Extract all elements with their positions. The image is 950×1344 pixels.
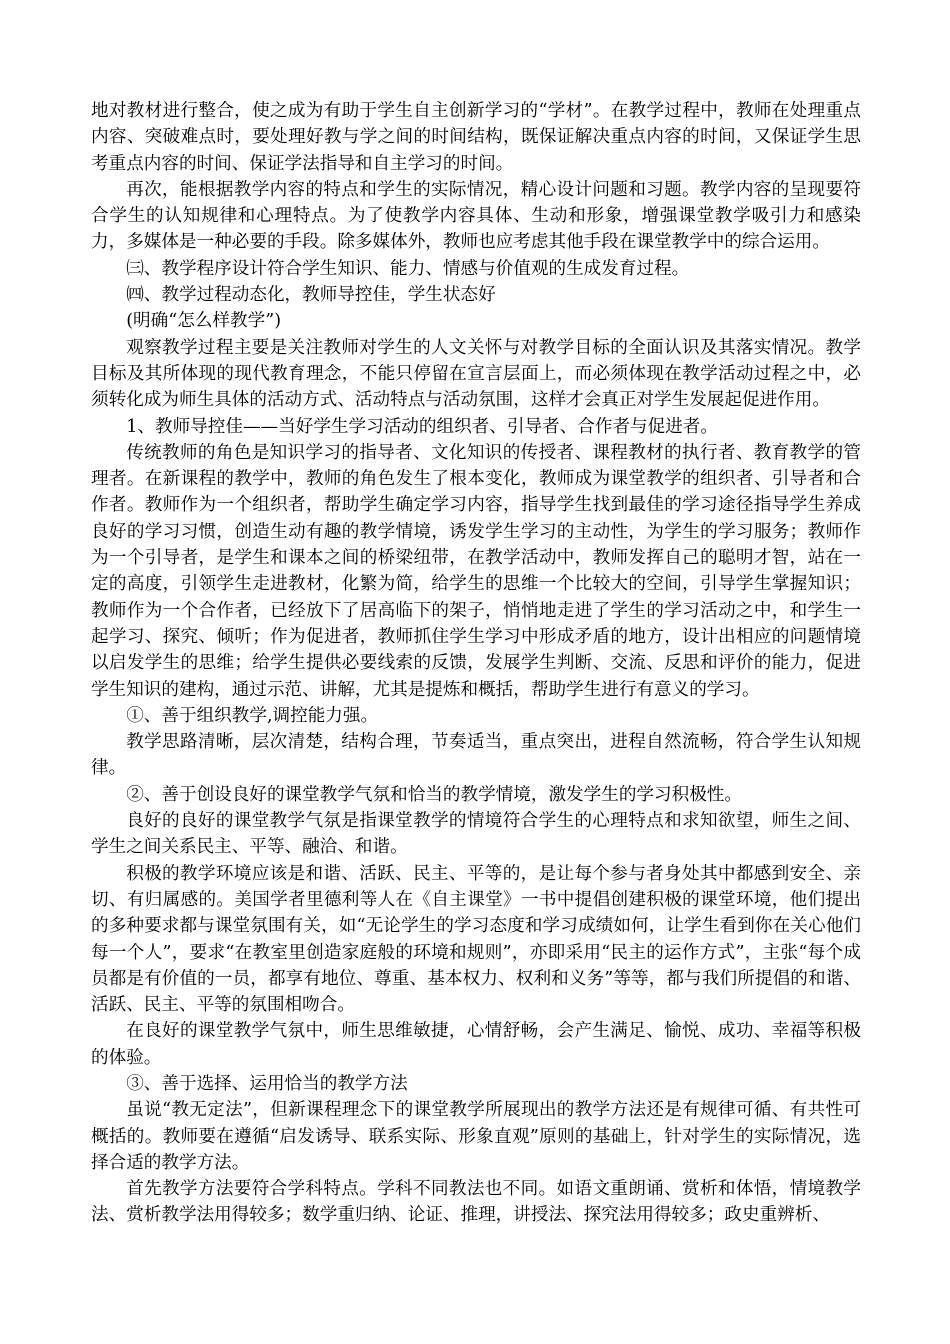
document-page [91,98,861,1229]
section-heading: ㈢、教学程序设计符合学生知识、能力、情感与价值观的生成发育过程。 [126,258,690,279]
paragraph: 观察教学过程主要是关注教师对学生的人文关怀与对教学目标的全面认识及其落实情况。教学目标及其所体现的现代教育理念，不能只停留在宣言层面上，而必须体现在教学活动过程之中，必须转化成为师生具体的活动方式、活动特点与活动氛围，这样才会真正对学生发展起促进作用。 [91,337,861,411]
paragraph: 良好的良好的课堂教学气氛是指课堂教学的情境符合学生的心理特点和求知欲望，师生之间、学生之间关系民主、平等、融洽、和谐。 [91,811,861,858]
paragraph: 在良好的课堂教学气氛中，师生思维敏捷，心情舒畅，会产生满足、愉悦、成功、幸福等积极的体验。 [91,1021,861,1068]
subsection-heading: 1、教师导控佳——当好学生学习活动的组织者、引导者、合作者与促进者。 [126,416,718,437]
paragraph: 虽说“教无定法”，但新课程理念下的课堂教学所展现出的教学方法还是有规律可循、有共性可概括的。教师要在遵循“启发诱导、联系实际、形象直观”原则的基础上，针对学生的实际情况，选择合适的教学方法。 [91,1100,861,1173]
paragraph: 地对教材进行整合，使之成为有助于学生自主创新学习的“学材”。在教学过程中，教师在处理重点内容、突破难点时，要处理好教与学之间的时间结构，既保证解决重点内容的时间，又保证学生思考重点内容的时间、保证学法指导和自主学习的时间。 [91,101,861,174]
paragraph: 首先教学方法要符合学科特点。学科不同教法也不同。如语文重朗诵、赏析和体悟，情境教学法、赏析教学法用得较多；数学重归纳、论证、推理，讲授法、探究法用得较多；政史重辨析、 [91,1179,861,1226]
list-item-heading: ①、善于组织教学,调控能力强。 [126,705,379,726]
paragraph: 传统教师的角色是知识学习的指导者、文化知识的传授者、课程教材的执行者、教育教学的管理者。在新课程的教学中，教师的角色发生了根本变化，教师成为课堂教学的组织者、引导者和合作者。教师作为一个组织者，帮助学生确定学习内容，指导学生找到最佳的学习途径指导学生养成良好的学习习惯，创造生动有趣的教学情境，诱发学生学习的主动性，为学生的学习服务；教师作为一个引导者，是学生和课本之间的桥梁纽带，在教学活动中，教师发挥自己的聪明才智，站在一定的高度，引领学生走进教材，化繁为简，给学生的思维一个比较大的空间，引导学生掌握知识；教师作为一个合作者，已经放下了居高临下的架子，悄悄地走进了学生的学习活动之中，和学生一起学习、探究、倾听；作为促进者，教师抓住学生学习中形成矛盾的地方，设计出相应的问题情境以启发学生的思维；给学生提供必要线索的反馈，发展学生判断、交流、反思和评价的能力，促进学生知识的建构，通过示范、讲解，尤其是提炼和概括，帮助学生进行有意义的学习。 [91,442,861,700]
paragraph: 积极的教学环境应该是和谐、活跃、民主、平等的，是让每个参与者身处其中都感到安全、亲切、有归属感的。美国学者里德利等人在《自主课堂》一书中提倡创建积极的课堂环境，他们提出的多种要求都与课堂氛围有关，如“无论学生的学习态度和学习成绩如何，让学生看到你在关心他们每一个人”，要求“在教室里创造家庭般的环境和规则”，亦即采用“民主的运作方式”，主张“每个成员都是有价值的一员，都享有地位、尊重、基本权力、权利和义务”等等，都与我们所提倡的和谐、活跃、民主、平等的氛围相吻合。 [91,863,861,1016]
list-item-heading: ③、善于选择、运用恰当的教学方法 [126,1073,408,1094]
section-heading: ㈣、教学过程动态化，教师导控佳，学生状态好 [126,285,496,306]
section-note: (明确“怎么样教学”) [126,311,282,332]
paragraph: 教学思路清晰，层次清楚，结构合理，节奏适当，重点突出，进程自然流畅，符合学生认知规律。 [91,732,861,779]
list-item-heading: ②、善于创设良好的课堂教学气氛和恰当的教学情境，激发学生的学习积极性。 [126,784,742,805]
paragraph: 再次，能根据教学内容的特点和学生的实际情况，精心设计问题和习题。教学内容的呈现要符合学生的认知规律和心理特点。为了使教学内容具体、生动和形象，增强课堂教学吸引力和感染力，多媒体是一种必要的手段。除多媒体外，教师也应考虑其他手段在课堂教学中的综合运用。 [91,179,861,253]
